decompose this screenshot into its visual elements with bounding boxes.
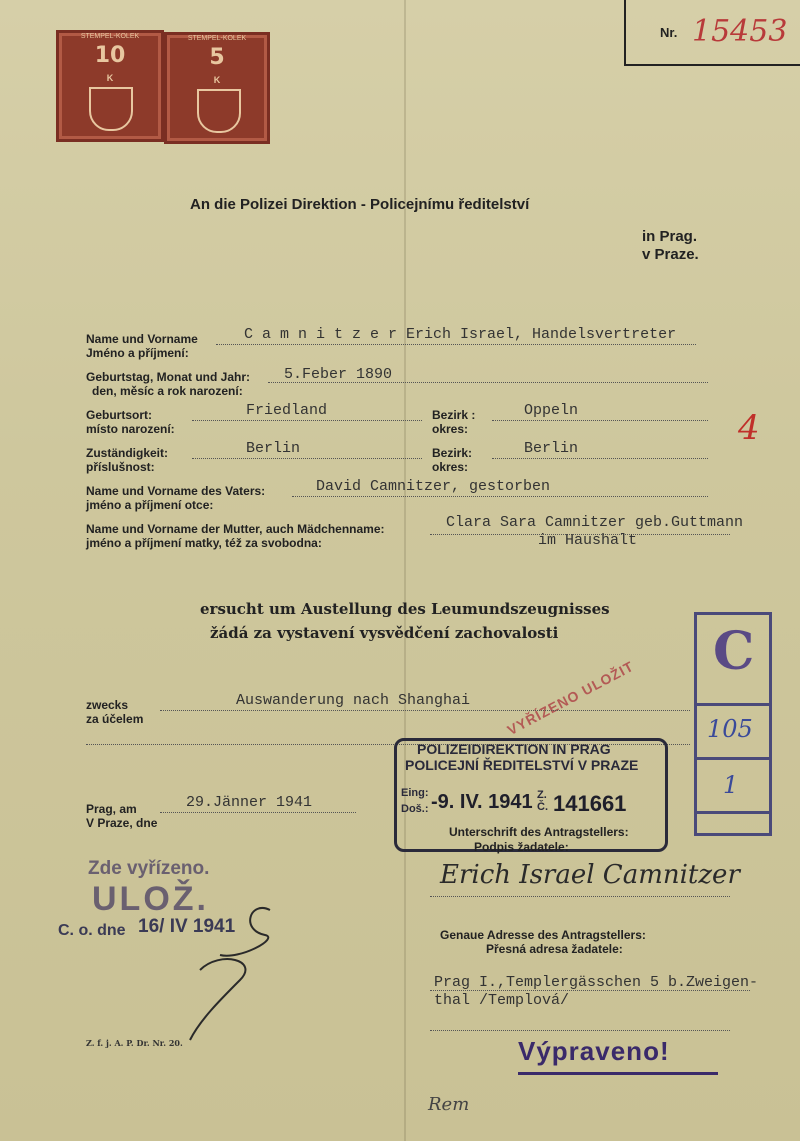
request-line-cz: žádá za vystavení vysvědčení zachovalosti [210,624,559,642]
stamp-value: 10 [94,43,126,68]
address-label-de: Genaue Adresse des Antragstellers: [440,928,646,942]
stamp-unit: K [106,73,114,83]
stamp-top-text: STEMPEL-KOLEK [187,35,247,42]
city-cz: v Praze. [642,246,699,263]
coat-of-arms-icon [89,87,133,131]
nr-label: Nr. [660,25,678,40]
box-num1: 105 [707,715,753,743]
dotted-line [160,710,690,711]
police-stamp-line2: POLICEJNÍ ŘEDITELSTVÍ V PRAZE [405,757,639,773]
eing-label: Eing: [401,787,429,799]
birthplace-label-de: Geburtsort: [86,408,152,422]
city-de: in Prag. [642,228,698,245]
dotted-line [430,896,730,897]
dotted-line [216,344,696,345]
district2-label-cz: okres: [432,460,469,474]
father-value: David Camnitzer, gestorben [316,478,551,495]
signature-label-de: Unterschrift des Antragstellers: [449,825,629,839]
revenue-stamp-5 [164,32,270,144]
purpose-label-de: zwecks [86,698,129,712]
purpose-label-cz: za účelem [86,712,144,726]
name-label-cz: Jméno a příjmení: [86,346,189,360]
margin-mark: 4 [738,408,760,448]
handling-line2: ULOŽ. [92,880,209,918]
dotted-line [492,458,708,459]
handwritten-scribble-icon [180,890,300,1050]
police-receipt-stamp [394,738,668,852]
mother-value-1: Clara Sara Camnitzer geb.Guttmann [446,514,744,531]
handling-date: 16/ IV 1941 [138,916,236,937]
addressee-line: An die Polizei Direktion - Policejnímu ředitelství [190,196,530,213]
receipt-date: -9. IV. 1941 [431,791,533,813]
district2-value: Berlin [524,440,579,457]
father-label-cz: jméno a příjmení otce: [86,498,214,512]
birth-value: 5.Feber 1890 [284,366,393,383]
dotted-line [492,420,708,421]
district1-label-cz: okres: [432,422,469,436]
date-label-cz: V Praze, dne [86,816,158,830]
expedited-stamp: Výpraveno! [518,1036,670,1066]
father-label-de: Name und Vorname des Vaters: [86,484,266,498]
dos-label: Doš.: [401,803,429,815]
address-label-cz: Přesná adresa žadatele: [486,942,623,956]
birthplace-value: Friedland [246,402,328,419]
district1-value: Oppeln [524,402,579,419]
red-stamp: VYŘÍZENO ULOŽIT [504,657,637,739]
birth-label-cz: den, měsíc a rok narození: [92,384,243,398]
handling-line3-prefix: C. o. dne [58,922,126,939]
district2-label-de: Bezirk: [432,446,473,460]
divider [697,703,769,706]
fold-line [404,0,406,1141]
request-line-de: ersucht um Austellung des Leumundszeugnisses [200,600,610,618]
expedited-underline [518,1072,718,1075]
form-code: Z. f. j. A. P. Dr. Nr. 20. [86,1038,183,1048]
stamp-value: 5 [209,45,225,70]
stamp-unit: K [213,75,221,85]
signature-label-cz: Podpis žadatele: [474,840,569,854]
dotted-line [192,420,422,421]
dotted-line [430,1030,730,1031]
jurisdiction-value: Berlin [246,440,301,457]
classification-box [694,612,772,836]
address-line1: Prag I.,Templergässchen 5 b.Zweigen- [434,974,759,991]
dotted-line [430,990,750,991]
revenue-stamp-10 [56,30,164,142]
mother-label-cz: jméno a příjmení matky, též za svobodna: [86,536,322,550]
signature-value: Erich Israel Camnitzer [440,860,740,890]
stamp-top-text: STEMPEL-KOLEK [80,33,140,40]
dotted-line [160,812,356,813]
jurisdiction-label-cz: příslušnost: [86,460,155,474]
bottom-initials: Rem [428,1094,470,1115]
mother-label-de: Name und Vorname der Mutter, auch Mädchenname: [86,522,385,536]
mother-value-2: im Haushalt [538,532,638,549]
handling-line1: Zde vyřízeno. [88,858,210,879]
z-label: Z. Č. [537,789,548,813]
divider [697,811,769,814]
birthplace-label-cz: místo narození: [86,422,175,436]
divider [697,757,769,760]
dotted-line [292,496,708,497]
name-value: C a m n i t z e r Erich Israel, Handelsvertreter [244,326,677,343]
receipt-number: 141661 [553,791,627,816]
date-value: 29.Jänner 1941 [186,794,313,811]
district1-label-de: Bezirk : [432,408,476,422]
purpose-value: Auswanderung nach Shanghai [236,692,471,709]
number-box [624,0,800,66]
coat-of-arms-icon [197,89,241,133]
dotted-line [192,458,422,459]
name-label-de: Name und Vorname [86,332,198,346]
police-stamp-line1: POLIZEIDIREKTION IN PRAG [417,741,611,757]
address-line2: thal /Templová/ [434,992,570,1009]
box-letter: C [713,621,755,682]
nr-value: 15453 [692,14,788,49]
birth-label-de: Geburtstag, Monat und Jahr: [86,370,251,384]
box-num2: 1 [723,771,739,799]
date-label-de: Prag, am [86,802,137,816]
jurisdiction-label-de: Zuständigkeit: [86,446,169,460]
